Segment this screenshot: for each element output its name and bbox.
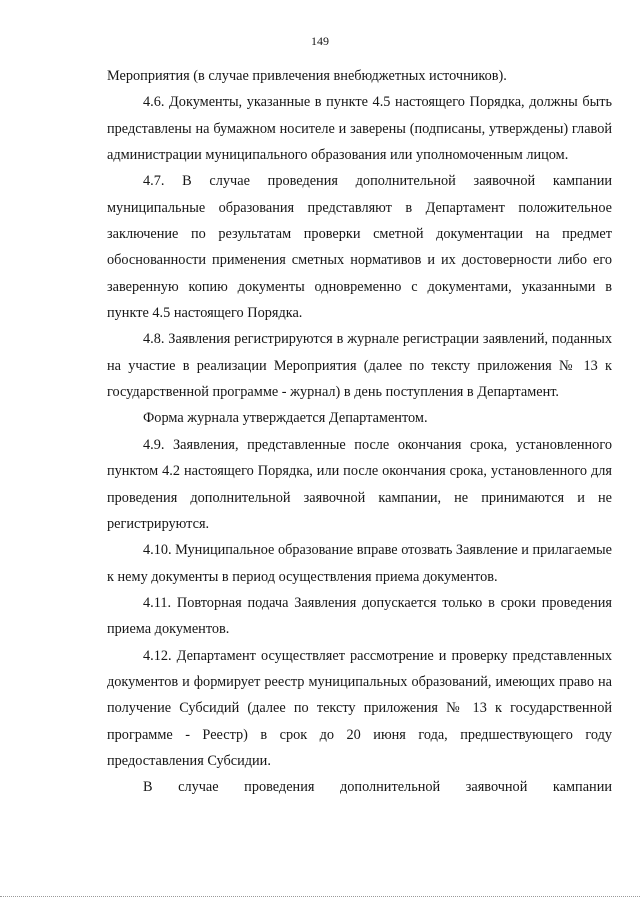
paragraph-additional-campaign: В случае проведения дополнительной заявочной кампании	[143, 779, 612, 796]
paragraph-journal-form: Форма журнала утверждается Департаментом.	[143, 410, 428, 427]
document-body	[107, 63, 612, 801]
paragraph-4-12: 4.12. Департамент осуществляет рассмотрение и проверку представленных документов и формирует реестр муниципальных образований, имеющих право на получение Субсидий (далее по тексту приложения № 13 к государственной программе - Реестр) в срок до 20 июня года, предшествующего году предоставления Субсидии.	[107, 647, 612, 769]
paragraph-4-9: 4.9. Заявления, представленные после окончания срока, установленного пунктом 4.2 настоящего Порядка, или после окончания срока, установленного для проведения дополнительной заявочной кампании, не принимаются и не регистрируются.	[107, 436, 612, 532]
paragraph-4-7: 4.7. В случае проведения дополнительной заявочной кампании муниципальные образования представляют в Департамент положительное заключение по результатам проверки сметной документации на предмет обоснованности применения сметных нормативов и их достоверности либо его заверенную копию документы одновременно с документами, указанными в пункте 4.5 настоящего Порядка.	[107, 173, 612, 322]
page-bottom-edge	[0, 896, 640, 897]
paragraph-4-10: 4.10. Муниципальное образование вправе отозвать Заявление и прилагаемые к нему документы в период осуществления приема документов.	[107, 542, 612, 585]
paragraph-continuation: Мероприятия (в случае привлечения внебюджетных источников).	[107, 68, 507, 84]
paragraph-4-11: 4.11. Повторная подача Заявления допускается только в сроки проведения приема документов.	[107, 594, 612, 638]
page-number: 149	[311, 34, 329, 48]
paragraph-4-8: 4.8. Заявления регистрируются в журнале регистрации заявлений, поданных на участие в реализации Мероприятия (далее по тексту приложения № 13 к государственной программе - журнал) в день поступления в Департамент.	[107, 331, 612, 401]
paragraph-4-6: 4.6. Документы, указанные в пункте 4.5 настоящего Порядка, должны быть представлены на бумажном носителе и заверены (подписаны, утверждены) главой администрации муниципального образования или уполномоченным лицом.	[107, 94, 612, 164]
